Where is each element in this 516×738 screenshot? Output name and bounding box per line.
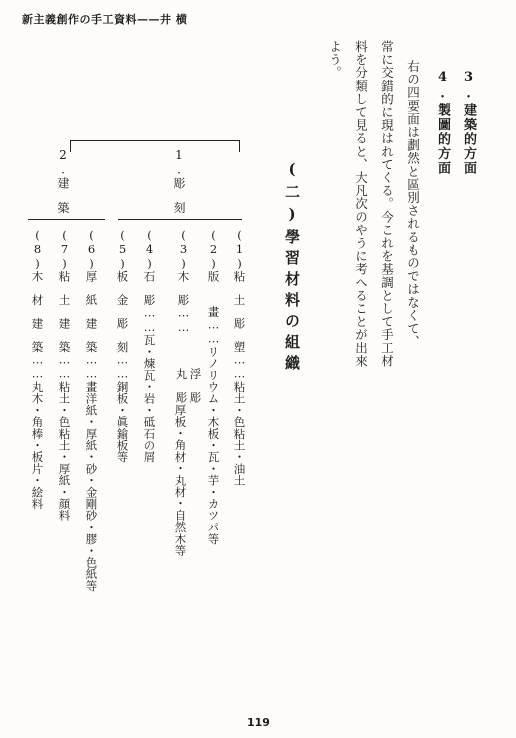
tree-item-3-sub-2: 丸 彫 [174,368,189,404]
tree-item-value: リノリウム・木板・瓦・芋・カツパ等 [206,345,221,545]
tree-item-label: (7)粘 土 建 築…… [57,228,72,381]
tree-item-2 [207,228,219,545]
tree-item-label: (1)粘 土 彫 塑…… [232,228,247,381]
tree-item-value: 銅板・眞鍮板等 [115,380,130,463]
running-header [22,14,187,25]
tree-top-line [70,140,240,141]
header-left: 新主義創作の手工資料 [22,13,137,26]
tree-item-4 [143,228,155,463]
header-right: 井 横 [160,13,188,26]
tree-item-label: (4)石 彫…… [142,228,157,335]
tree-item-value: 丸木・角棒・板片・絵料 [30,380,45,510]
intro-paragraph-line-4: よう。 [327,40,343,80]
tree-category-2: 2.建 築 [56,148,70,214]
tree-item-1 [233,228,245,486]
tree-item-label: (2)版 畫…… [206,228,221,346]
tree-item-label: (5)板 金 彫 刻…… [115,228,130,381]
tree-item-value: 粘土・色粘土・厚紙・顔料 [57,380,72,522]
tree-top-tick-1 [239,140,240,152]
page-number: 119 [247,716,270,729]
tree-item-5 [116,228,128,463]
section-title: (二)學習材料の組織 [283,160,301,376]
tree-item-3-value: 厚板・角材・丸材・自然木等 [173,404,188,557]
intro-paragraph-line-3: 料を分類して見ると、大凡次のやうに考へることが出來 [353,40,369,368]
tree-item-label: (8)木 材 建 築…… [30,228,45,381]
tree-branch-line-2 [28,219,105,220]
tree-item-3-sub-1: 浮 彫 [188,368,203,404]
tree-item-value: 畫洋紙・厚紙・砂・金剛砂・膠・色紙等 [84,380,99,592]
tree-item-6 [85,228,97,592]
intro-item-3: 3.建築的方面 [461,70,476,176]
tree-top-tick-2 [70,140,71,152]
tree-branch-line-1 [118,219,242,220]
tree-item-value: 粘土・色粘土・油土 [232,380,247,487]
tree-item-7 [58,228,70,521]
intro-paragraph-line-2: 常に交錯的に現はれてくる。今これを基調として手工材 [379,40,395,368]
header-dash: —— [137,13,160,26]
tree-item-3-label: (3)木 彫…… [176,228,191,335]
intro-item-4: 4.製圖的方面 [435,70,450,176]
intro-paragraph-line-1: 右の四要面は劃然と區別されるものではなくて、 [405,60,421,349]
tree-item-8 [31,228,43,510]
tree-item-label: (6)厚 紙 建 築…… [84,228,99,381]
tree-item-value: 瓦・煉瓦・岩・砥石の屑 [142,334,157,463]
tree-category-1: 1.彫 刻 [172,148,186,214]
